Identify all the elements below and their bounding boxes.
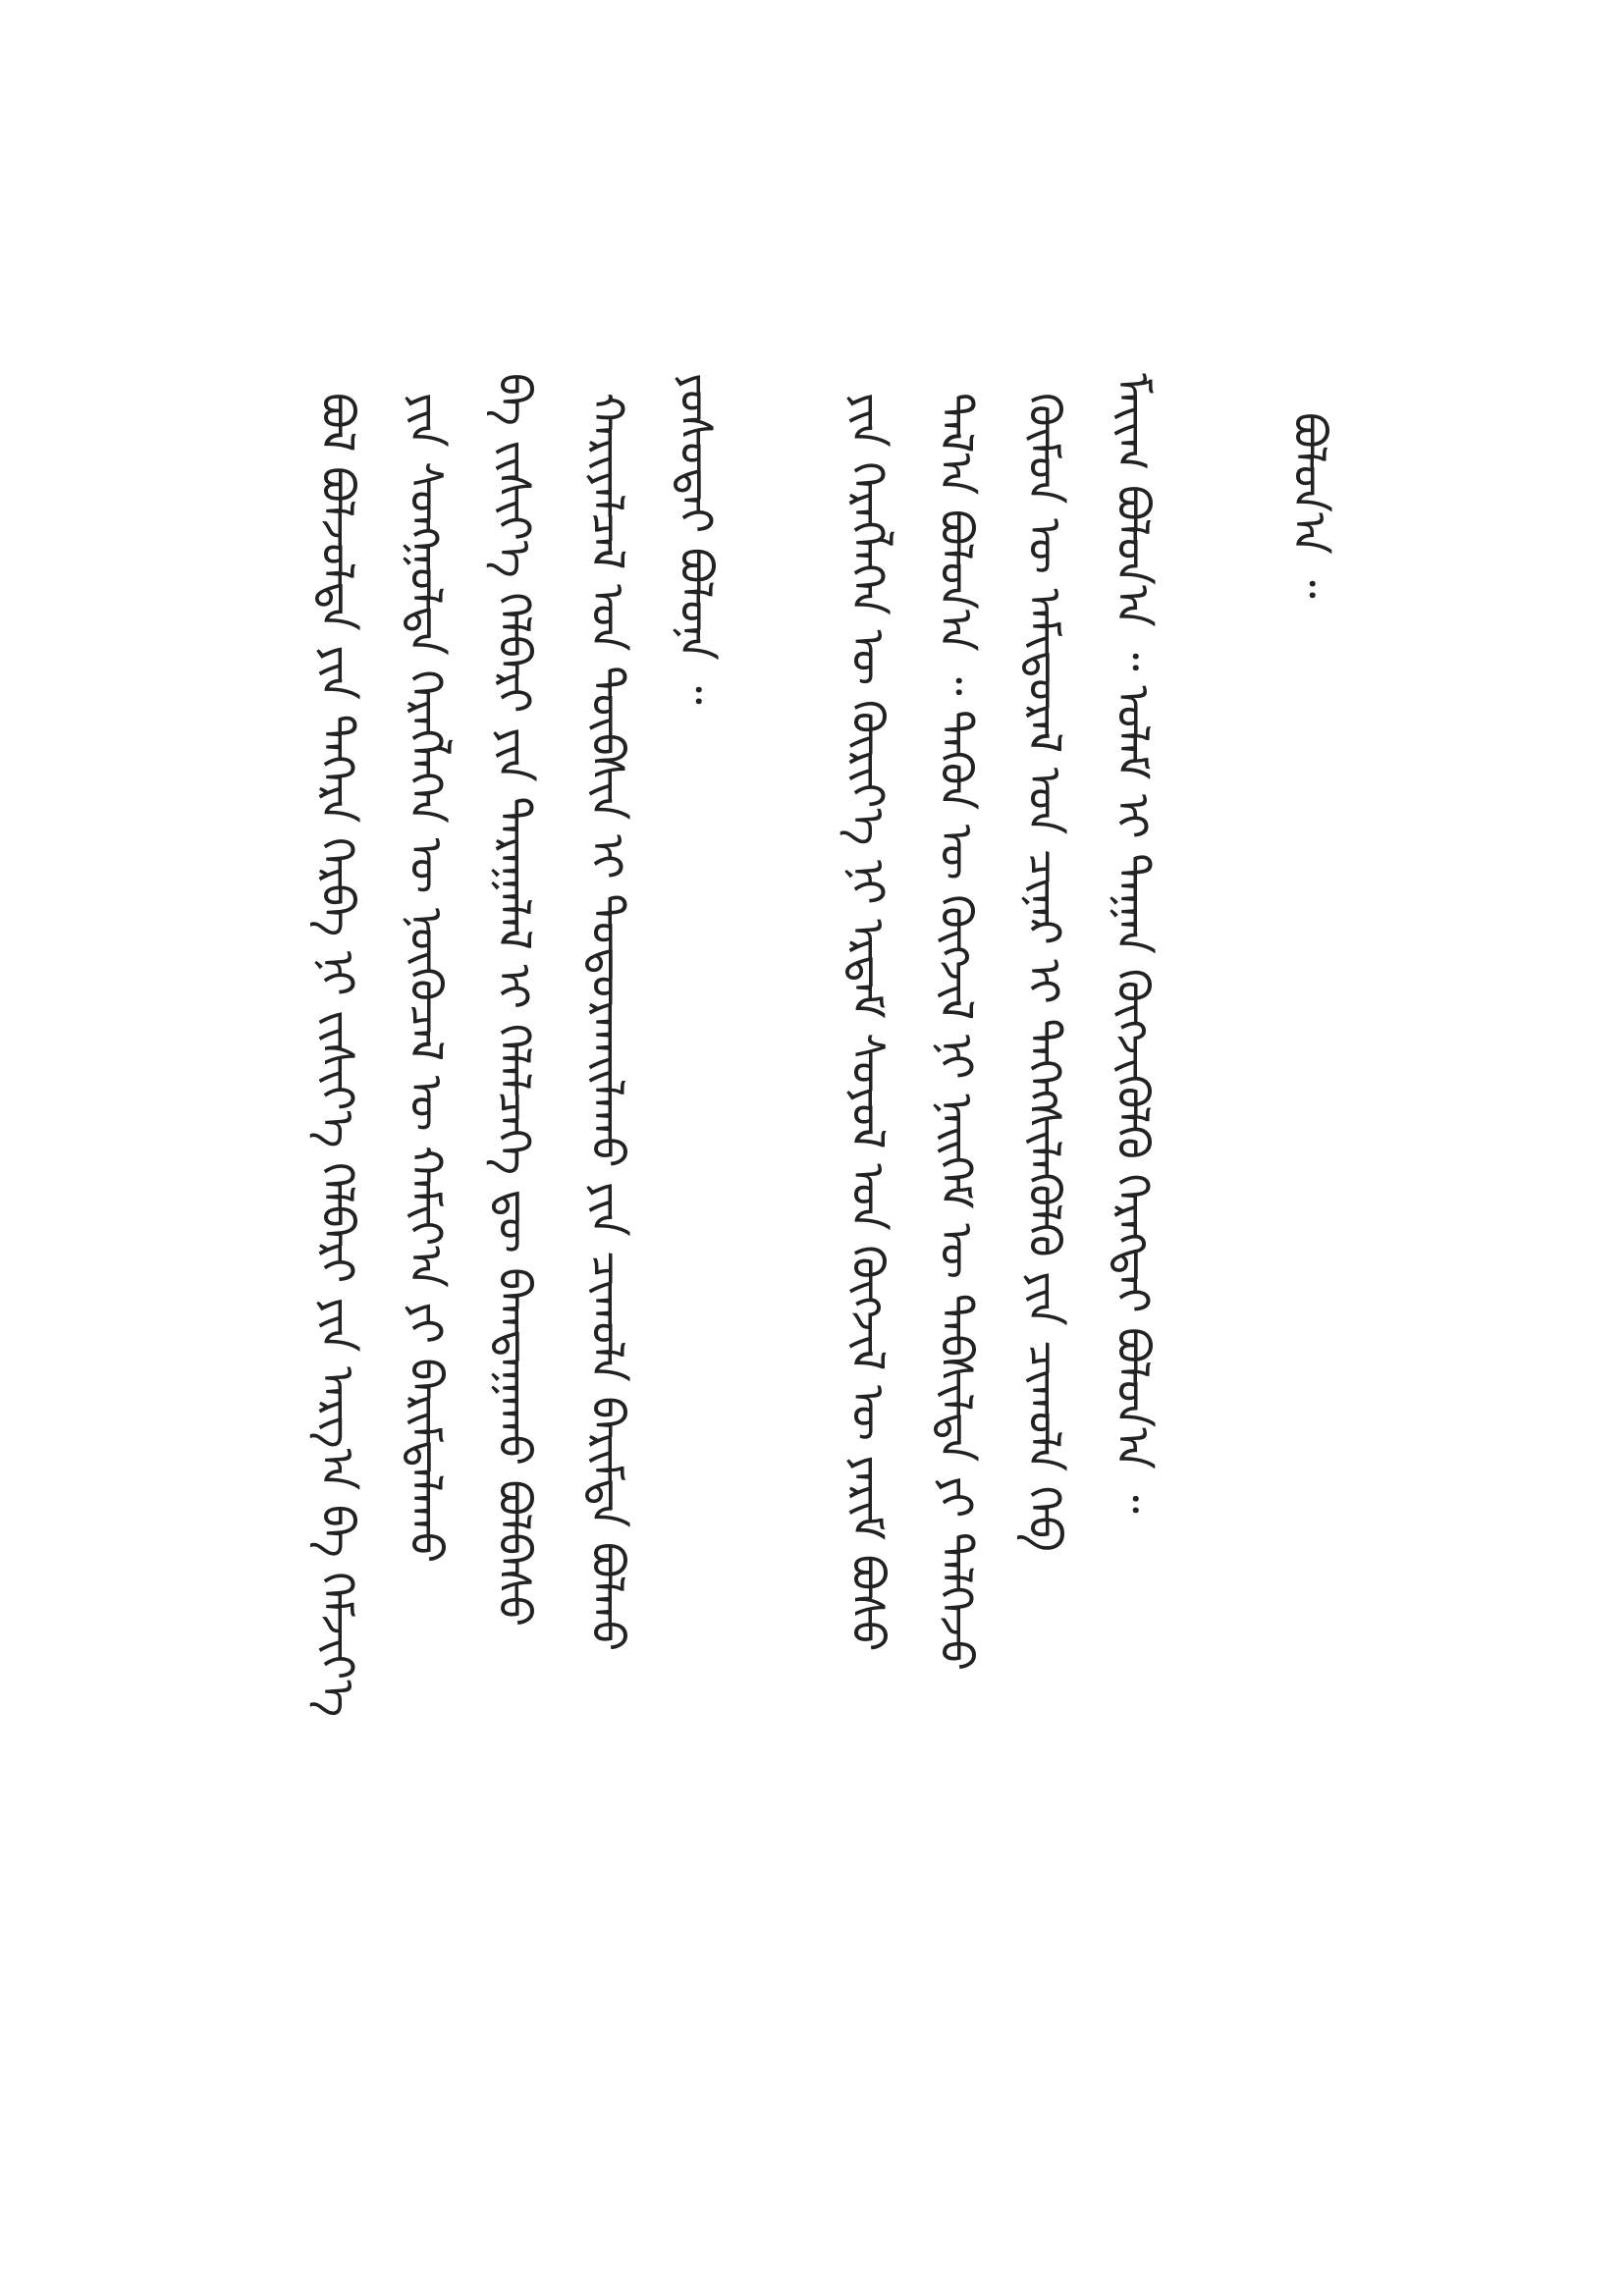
- paragraph-2-line-1: ᠶᠢᠨ ᠬᠡᠷᠡᠭᠯᠡᠭᠡᠨ ᠦ ᠬᠦᠷᠢᠶ᠎ᠡ ᠨᠢ ᠡᠷᠳᠡᠮ ᠰᠣᠶᠣᠯ ᠤᠨ ᠬᠥᠭᠵᠢᠯ ᠦ ᠶᠠᠷᠢᠮ ᠪᠤᠰᠤ: [841, 393, 894, 1652]
- paragraph-1-line-1: ᠪᠣᠯ ᠪᠣᠯᠵᠣᠯᠲᠠ ᠶᠢᠨ ᠳᠡᠭᠡᠷᠡ ᠬᠡᠷᠪᠡ ᠨᠢ ᠵᠢᠱᠢᠶ᠎ᠡ ᠬᠡᠯᠪᠡᠷᠢ ᠶᠢᠨ ᠠᠷᠭ᠎ᠠ ᠪᠠ ᠬᠡᠮᠵᠢᠶ᠎ᠡ: [311, 393, 364, 1718]
- paragraph-2-line-2: ᠲᠠᠯ᠎ᠠ ᠪᠣᠯᠤᠨ᠎ᠠ ᠃ ᠲᠡᠭᠦᠨ ᠦ ᠬᠥᠭᠵᠢᠯ ᠨᠢ ᠨᠡᠢᠭᠡᠮ ᠦ ᠳᠡᠪᠰᠢᠯᠲᠡ ᠶᠢ ᠲᠡᠯᠭᠡᠵᠦ: [930, 393, 983, 1672]
- paragraph-2-line-5: ᠪᠣᠯᠤᠨ᠎ᠠ ᠃: [1283, 412, 1336, 599]
- paragraph-2-line-4: ᠮᠠᠶ᠋ᠢᠭ ᠪᠣᠯᠤᠨ᠎ᠠ ᠃ ᠤᠯᠠᠮ ᠢ ᠳᠠᠭᠠᠨ ᠬᠥᠭᠵᠢᠭᠦᠯᠬᠦ ᠬᠡᠷᠡᠭᠲᠡᠢ ᠪᠣᠯᠤᠨ᠎ᠠ ᠃: [1107, 373, 1160, 1514]
- paragraph-1-line-5: ᠶᠣᠰᠣᠲᠠᠢ ᠪᠣᠯᠤᠨᠠ ᠃: [670, 373, 723, 705]
- paragraph-1-line-4: ᠬᠠᠷᠢᠶᠠᠯᠴᠠᠯ ᠤᠨ ᠲᠦᠪᠰᠢᠨ ᠢ ᠲᠣᠳᠣᠷᠬᠠᠢᠯᠠᠬᠤ ᠶᠢᠨ ᠴᠢᠬᠤᠯᠠ ᠪᠠᠷᠢᠮᠲᠠ ᠪᠣᠯᠬᠤ: [581, 393, 634, 1652]
- paragraph-1-line-2: ᠶᠢᠨ ᠰᠣᠩᠭᠣᠯᠲᠠ ᠬᠡᠷᠡᠭᠯᠡᠭᠡᠨ ᠦ ᠨᠥᠬᠦᠴᠡᠯ ᠦ ᠬᠠᠮᠢᠶ᠎ᠠ ᠶᠢ ᠪᠠᠷᠢᠮᠳᠠᠯᠠᠬᠤ: [400, 393, 453, 1564]
- paragraph-1-line-3: ᠪᠠ ᠵᠢᠱᠢᠶ᠎ᠡ ᠬᠡᠯᠪᠡᠷᠢ ᠶᠢᠨ ᠳᠠᠷᠠᠭᠠᠯᠠᠯ ᠢ ᠬᠡᠯᠡᠯᠴᠡᠭᠡ ᠳᠦ ᠪᠠᠭᠲᠠᠭᠠᠬᠤ ᠪᠣᠯᠪᠠᠰᠤ: [488, 373, 541, 1627]
- paragraph-2-line-3: ᠬᠦᠮᠦᠨ ᠦ ᠠᠮᠢᠳᠤᠷᠠᠯ ᠤᠨ ᠴᠢᠨᠠᠷ ᠢ ᠳᠡᠭᠡᠭᠰᠢᠯᠡᠭᠦᠯᠬᠦ ᠶᠢᠨ ᠴᠢᠬᠤᠯᠠ ᠬᠡᠪ: [1018, 393, 1071, 1552]
